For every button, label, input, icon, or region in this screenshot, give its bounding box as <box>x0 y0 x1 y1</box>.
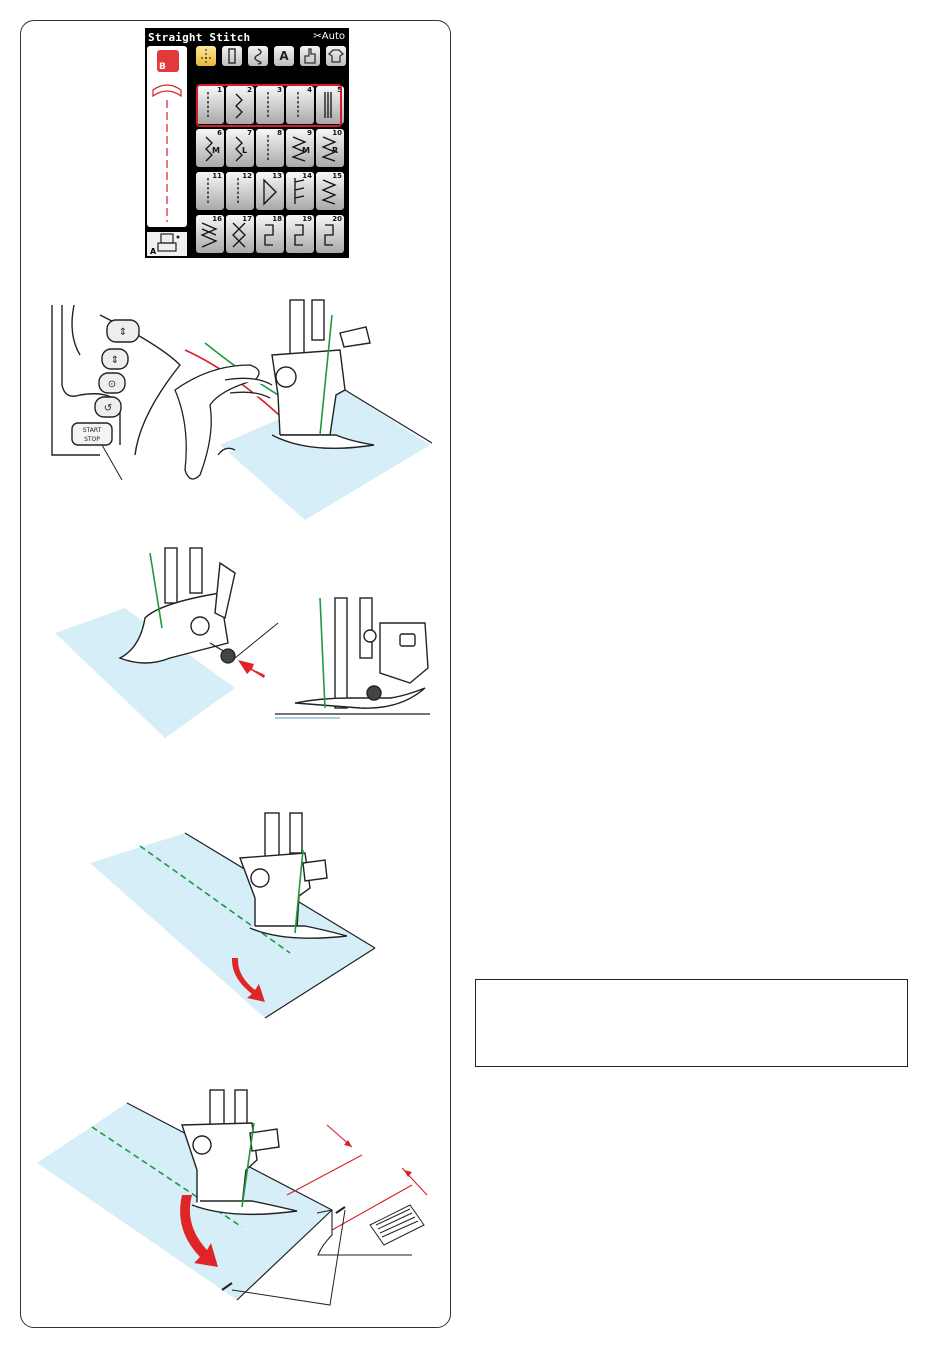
stitch-number: 15 <box>332 172 342 180</box>
category-tab-utility[interactable] <box>196 46 216 66</box>
stitch-pattern-icon <box>256 172 284 210</box>
reverse-icon: ↺ <box>103 403 113 414</box>
auto-mode-indicator <box>313 31 345 42</box>
stitch-pattern-icon <box>286 215 314 253</box>
stitch-number: 16 <box>212 215 222 223</box>
thread-cutter-icon: ✂ <box>313 31 322 42</box>
presser-foot <box>240 813 347 938</box>
figure-sewing <box>85 808 405 1023</box>
decorative-stitch-icon <box>248 46 268 66</box>
stitch-number: 14 <box>302 172 312 180</box>
stitch-key-17[interactable] <box>226 215 254 253</box>
foot-lift-icon: ⇕ <box>110 355 120 366</box>
stitch-number: 7 <box>247 129 252 137</box>
stitch-number: 4 <box>307 86 312 94</box>
stitch-pattern-icon <box>226 129 254 167</box>
stitch-key-6[interactable] <box>196 129 224 167</box>
stitch-number: 20 <box>332 215 342 223</box>
stitch-pattern-icon <box>316 129 344 167</box>
buttonhole-icon <box>222 46 242 66</box>
category-tab-buttonhole[interactable] <box>222 46 242 66</box>
stitch-key-9[interactable] <box>286 129 314 167</box>
stitch-mark: R <box>332 146 339 155</box>
stitch-pattern-icon <box>256 129 284 167</box>
stitch-pattern-icon <box>256 215 284 253</box>
stitch-preview <box>147 46 187 227</box>
stitch-key-16[interactable] <box>196 215 224 253</box>
stitch-key-13[interactable] <box>256 172 284 210</box>
foot-letter: A <box>150 247 157 256</box>
stitch-key-7[interactable] <box>226 129 254 167</box>
stitch-key-10[interactable] <box>316 129 344 167</box>
stitch-mark: M <box>302 146 310 155</box>
lock-icon: ⊙ <box>107 379 117 390</box>
push-arrow <box>238 660 265 678</box>
stitch-number: 1 <box>217 86 222 94</box>
needle-plate-marks <box>370 1205 424 1245</box>
stitch-number: 10 <box>332 129 342 137</box>
utility-stitch-icon <box>196 46 216 66</box>
lcd-screen <box>145 28 349 258</box>
figure-foot-lock <box>50 548 450 763</box>
stitch-pattern-icon <box>196 215 224 253</box>
stitch-number: 17 <box>242 215 252 223</box>
stitch-number: 12 <box>242 172 252 180</box>
stitch-key-8[interactable] <box>256 129 284 167</box>
stitch-pattern-icon <box>196 172 224 210</box>
category-tab-decorative[interactable] <box>248 46 268 66</box>
stitch-number: 5 <box>337 86 342 94</box>
figure-threading <box>40 295 450 535</box>
letters-tab-label: A <box>279 49 289 63</box>
category-tab-garment[interactable] <box>326 46 346 66</box>
shirt-icon <box>326 46 346 66</box>
needle-position-icon <box>147 46 187 227</box>
note-box <box>475 979 908 1067</box>
stitch-key-20[interactable] <box>316 215 344 253</box>
pattern-b-label: B <box>159 62 166 72</box>
stitch-number: 6 <box>217 129 222 137</box>
stitch-number: 2 <box>247 86 252 94</box>
stitch-number: 11 <box>212 172 222 180</box>
needle-updown-icon: ⇕ <box>118 327 128 338</box>
hand-icon <box>300 46 320 66</box>
auto-label: Auto <box>321 31 345 42</box>
stitch-mark: L <box>242 146 248 155</box>
category-tab-favorites[interactable] <box>300 46 320 66</box>
start-label: START <box>82 427 102 434</box>
stitch-number: 13 <box>272 172 282 180</box>
stitch-key-11[interactable] <box>196 172 224 210</box>
stitch-pattern-icon <box>316 172 344 210</box>
side-view-foot <box>295 598 428 708</box>
screen-title: Straight Stitch <box>148 31 251 44</box>
stitch-pattern-icon <box>226 215 254 253</box>
stitch-mark: M <box>212 146 220 155</box>
presser-foot <box>120 548 235 663</box>
stitch-key-14[interactable] <box>286 172 314 210</box>
stitch-key-12[interactable] <box>226 172 254 210</box>
stitch-number: 8 <box>277 129 282 137</box>
stitch-key-15[interactable] <box>316 172 344 210</box>
stop-label: STOP <box>84 436 100 443</box>
fabric <box>90 833 375 1018</box>
lock-knob <box>210 643 235 663</box>
stitch-number: 3 <box>277 86 282 94</box>
figure-seam-guide <box>32 1085 452 1310</box>
presser-foot-indicator <box>147 232 187 256</box>
category-tab-letters[interactable] <box>274 46 294 66</box>
stitch-pattern-icon <box>316 215 344 253</box>
stitch-key-18[interactable] <box>256 215 284 253</box>
stitch-number: 9 <box>307 129 312 137</box>
stitch-pattern-icon <box>286 172 314 210</box>
stitch-number: 19 <box>302 215 312 223</box>
stitch-number: 18 <box>272 215 282 223</box>
stitch-key-19[interactable] <box>286 215 314 253</box>
stitch-pattern-icon <box>226 172 254 210</box>
selected-stitch-group <box>196 84 342 127</box>
